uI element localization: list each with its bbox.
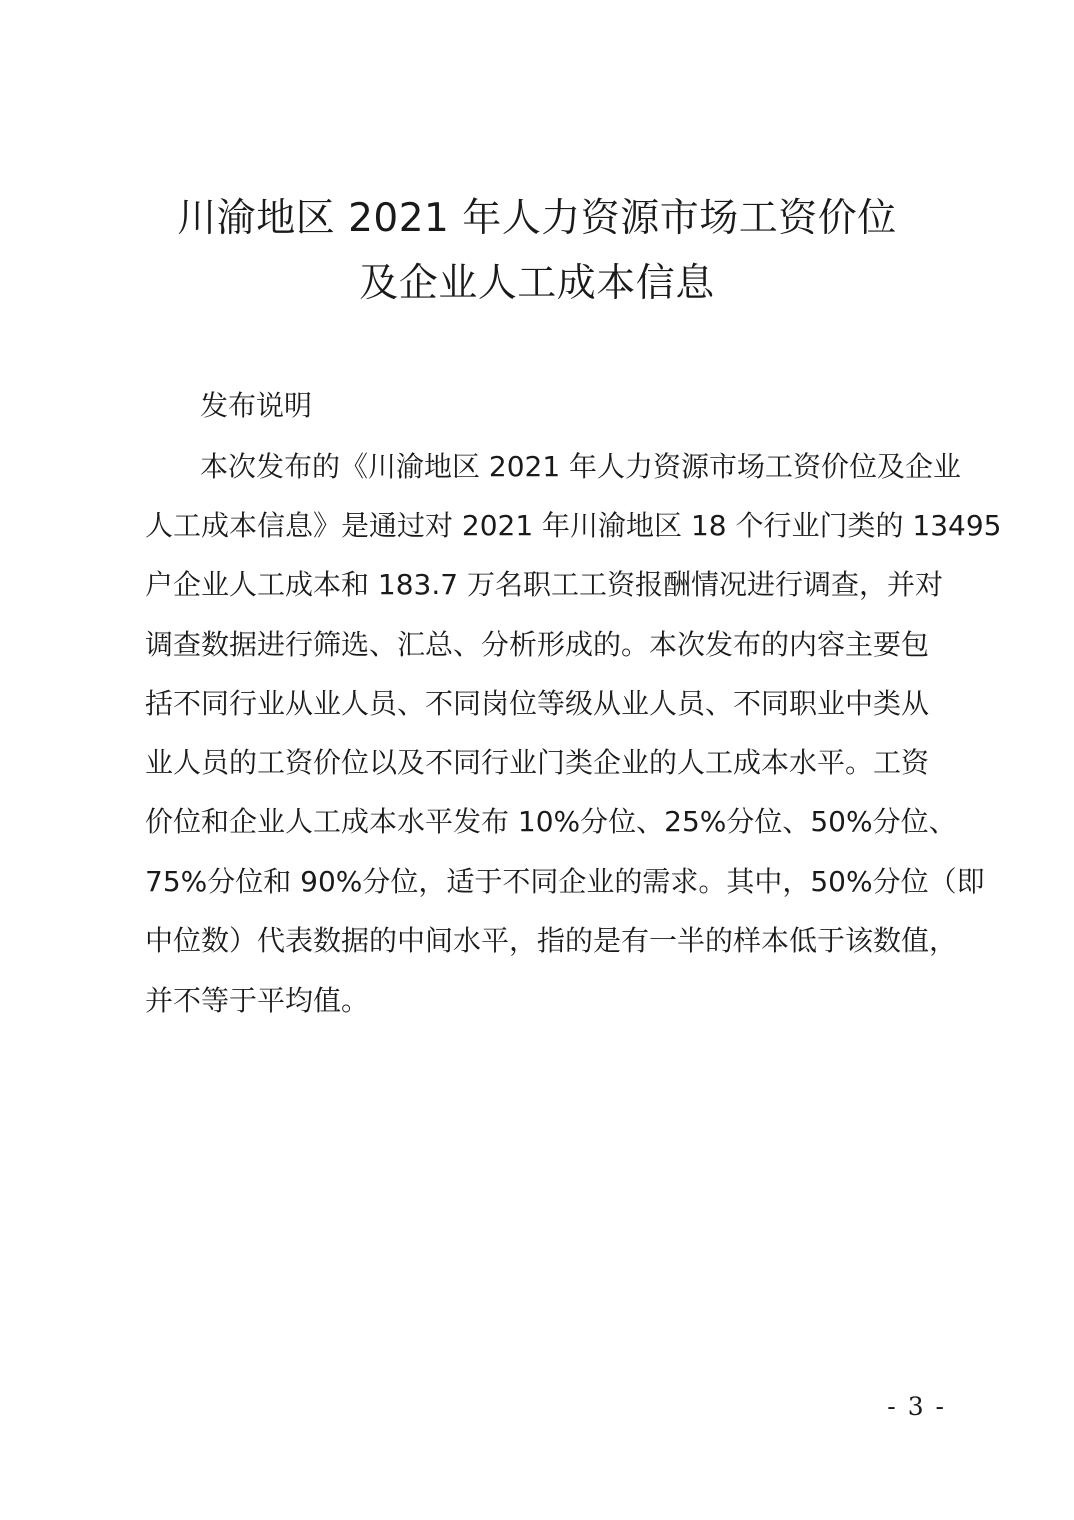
paragraph-line: 并不等于平均值。: [145, 984, 370, 1017]
paragraph-line: 价位和企业人工成本水平发布 10%分位、25%分位、50%分位、: [145, 805, 957, 838]
paragraph-line: 75%分位和 90%分位，适于不同企业的需求。其中，50%分位（即: [145, 865, 985, 898]
document-title-line-1: 川渝地区 2021 年人力资源市场工资价位: [177, 196, 897, 241]
paragraph-line: 业人员的工资价位以及不同行业门类企业的人工成本水平。工资: [145, 746, 930, 779]
section-heading: 发布说明: [200, 389, 313, 422]
page-number: - 3 -: [887, 1392, 946, 1421]
paragraph-line: 中位数）代表数据的中间水平，指的是有一半的样本低于该数值，: [145, 924, 958, 957]
paragraph-line: 户企业人工成本和 183.7 万名职工工资报酬情况进行调查，并对: [145, 568, 943, 601]
document-title-line-2: 及企业人工成本信息: [359, 261, 715, 306]
paragraph-line: 本次发布的《川渝地区 2021 年人力资源市场工资价位及企业: [200, 450, 962, 483]
paragraph-line: 调查数据进行筛选、汇总、分析形成的。本次发布的内容主要包: [145, 628, 930, 661]
paragraph-line: 人工成本信息》是通过对 2021 年川渝地区 18 个行业门类的 13495: [145, 509, 1002, 542]
paragraph-line: 括不同行业从业人员、不同岗位等级从业人员、不同职业中类从: [145, 687, 930, 720]
